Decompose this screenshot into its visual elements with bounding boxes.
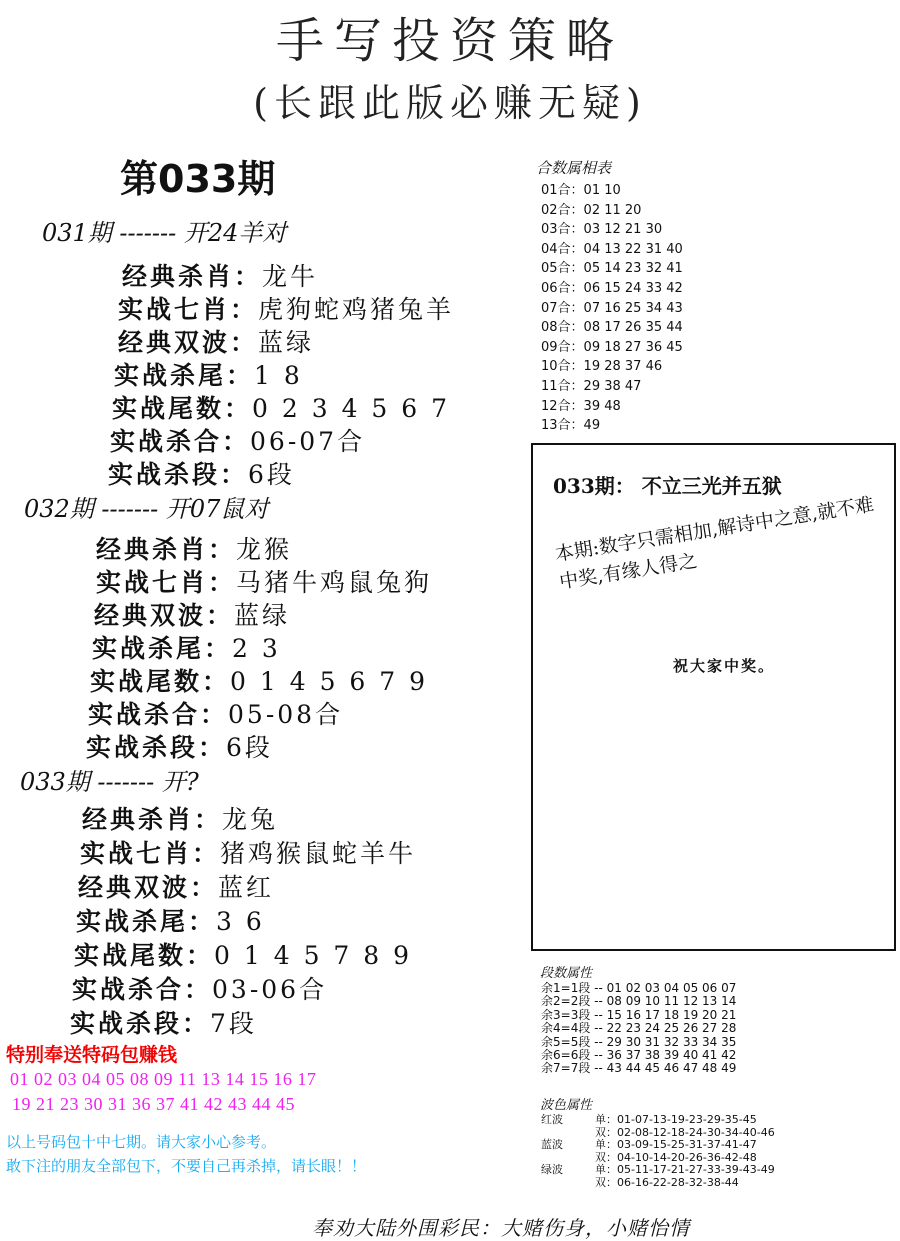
period-row: 经典杀肖：龙兔	[82, 805, 279, 834]
table-row: 03合：03 12 21 30	[541, 222, 663, 238]
table-row: 01合：01 10	[541, 183, 621, 198]
table-row: 08合：08 17 26 35 44	[541, 320, 683, 336]
period-row: 实战杀段：7段	[70, 1009, 257, 1038]
table-row: 双：02-08-12-18-24-30-34-40-46	[595, 1125, 775, 1139]
period-heading: 031期 ------- 开24羊对	[42, 219, 287, 247]
period-row: 实战杀合：03-06合	[72, 975, 328, 1004]
period-row: 经典杀肖：龙猴	[96, 535, 293, 564]
table-row: 双：06-16-22-28-32-38-44	[595, 1175, 739, 1189]
period-row: 实战杀尾：1 8	[114, 361, 303, 390]
page-subtitle: (长跟此版必赚无疑)	[253, 81, 647, 125]
table-row: 10合：19 28 37 46	[541, 359, 663, 375]
period-row: 经典双波：蓝绿	[94, 601, 291, 630]
bo-table-title: 波色属性	[540, 1098, 593, 1113]
table-row: 余3=3段 -- 15 16 17 18 19 20 21	[541, 1007, 737, 1022]
period-row: 经典双波：蓝绿	[118, 328, 315, 357]
gift-numbers-line1: 01 02 03 04 05 08 09 11 13 14 15 16 17	[10, 1069, 317, 1089]
period-row: 实战七肖：虎狗蛇鸡猪兔羊	[118, 295, 455, 324]
period-row: 实战杀段：6段	[86, 733, 273, 762]
table-row: 07合：07 16 25 34 43	[541, 300, 683, 316]
table-row: 余2=2段 -- 08 09 10 11 12 13 14	[541, 994, 737, 1009]
period-heading: 032期 ------- 开07鼠对	[24, 495, 269, 523]
table-row: 12合：39 48	[541, 398, 621, 414]
period-row: 经典杀肖：龙牛	[122, 262, 319, 291]
period-row: 实战尾数：0 1 4 5 6 7 9	[90, 667, 429, 696]
issue-number: 第033期	[120, 157, 276, 201]
table-row: 06合：06 15 24 33 42	[541, 280, 683, 296]
table-row: 13合：49	[541, 418, 601, 434]
period-row: 实战七肖：马猪牛鸡鼠兔狗	[96, 568, 433, 597]
period-row: 实战杀尾：2 3	[92, 634, 281, 663]
table-row: 09合：09 18 27 36 45	[541, 339, 683, 355]
footer-text: 奉劝大陆外围彩民：大赌伤身，小赌怡情	[312, 1216, 690, 1240]
period-heading: 033期 ------- 开?	[20, 768, 199, 796]
gift-note: 以上号码包十中七期。请大家小心参考。 敢下注的朋友全部包下，不要自己再杀掉，请长眼！！	[6, 1133, 367, 1175]
he-table-title: 合数属相表	[536, 159, 612, 177]
table-row: 双：04-10-14-20-26-36-42-48	[595, 1150, 757, 1164]
period-row: 实战杀段：6段	[108, 460, 295, 489]
table-row: 余4=4段 -- 22 23 24 25 26 27 28	[541, 1021, 737, 1036]
table-row: 绿波 单：05-11-17-21-27-33-39-43-49	[541, 1163, 775, 1176]
period-row: 实战七肖：猪鸡猴鼠蛇羊牛	[80, 839, 417, 868]
period-row: 实战杀合：06-07合	[110, 427, 366, 456]
period-row: 经典双波：蓝红	[78, 873, 275, 902]
poem-text: 本期:数字只需相加,解诗中之意,就不难中奖,有缘人得之	[553, 493, 876, 594]
table-row: 04合：04 13 22 31 40	[541, 241, 683, 257]
poem-box	[531, 443, 896, 951]
period-row: 实战杀合：05-08合	[88, 700, 344, 729]
duan-table-title: 段数属性	[540, 966, 593, 981]
table-row: 余6=6段 -- 36 37 38 39 40 41 42	[541, 1048, 737, 1063]
period-row: 实战杀尾：3 6	[76, 907, 265, 936]
table-row: 05合：05 14 23 32 41	[541, 261, 683, 277]
wish-text: 祝大家中奖。	[673, 657, 776, 675]
bo-table	[541, 1114, 775, 1189]
table-row: 红波 单：01-07-13-19-23-29-35-45	[541, 1113, 757, 1126]
table-row: 蓝波 单：03-09-15-25-31-37-41-47	[541, 1138, 757, 1151]
table-row: 余5=5段 -- 29 30 31 32 33 34 35	[541, 1034, 737, 1049]
gift-numbers-line2: 19 21 23 30 31 36 37 41 42 43 44 45	[12, 1094, 295, 1114]
table-row: 11合：29 38 47	[541, 378, 642, 394]
period-row: 实战尾数：0 2 3 4 5 6 7	[112, 394, 451, 423]
table-row: 余7=7段 -- 43 44 45 46 47 48 49	[541, 1061, 737, 1076]
he-table	[541, 181, 683, 436]
table-row: 02合：02 11 20	[541, 202, 642, 218]
gift-title: 特别奉送特码包赚钱	[6, 1044, 178, 1066]
table-row: 余1=1段 -- 01 02 03 04 05 06 07	[541, 981, 737, 995]
page-title: 手写投资策略	[275, 13, 624, 69]
poem-box-title: 033期： 不立三光并五狱	[553, 474, 782, 498]
duan-table	[541, 982, 736, 1076]
period-row: 实战尾数：0 1 4 5 7 8 9	[74, 941, 413, 970]
